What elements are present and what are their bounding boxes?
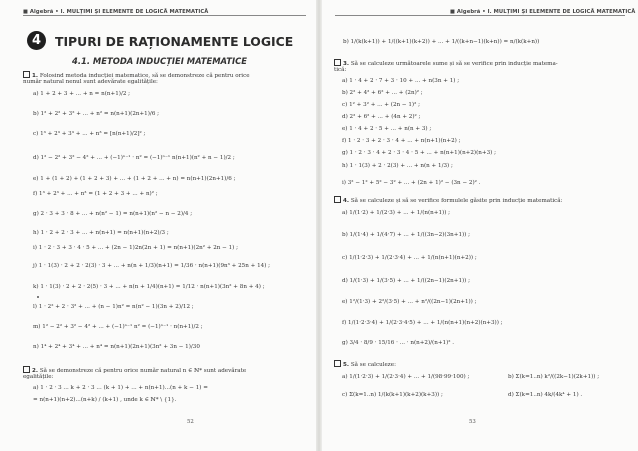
exercise-5-text: Să se calculeze: [350,362,396,368]
top-item-b: b) 1/(k(k+1)) + 1/((k+1)(k+2)) + ... + 1/((k+n−1)(k+n)) = n/(k(k+n)) [343,39,540,45]
exercise-1-item-g: g) 2 · 3 + 3 · 8 + ... + n(n² − 1) = n(n+1)(n² − n − 2)/4 ; [33,211,193,217]
exercise-1-item-d: d) 1² − 2² + 3² − 4² + ... + (−1)ⁿ⁻¹ · n² = (−1)ⁿ⁻¹ n(n+1)(n² + n − 1)/2 ; [33,155,235,161]
exercise-3-item-a: a) 1 · 4 + 2 · 7 + 3 · 10 + ... + n(3n + 1) ; [342,78,460,84]
exercise-1-item-h: h) 1 · 2 + 2 · 3 + ... + n(n+1) = n(n+1)(n+2)/3 ; [33,230,169,236]
left-page-number: 52 [187,419,194,425]
exercise-3-text-line2: tică: [334,67,347,73]
exercise-3-item-b: b) 2² + 4² + 6² + ... + (2n)² ; [342,90,423,96]
exercise-1-text-line2: număr natural nenul sunt adevărate egalitățile: [23,79,158,85]
exercise-1-item-a: a) 1 + 2 + 3 + ... + n = n(n+1)/2 ; [33,91,131,97]
checkbox-icon [334,196,341,203]
exercise-5-item-c: c) Σ(k=1..n) 1/(k(k+1)(k+2)(k+3)) ; [342,392,443,398]
left-page [0,0,318,451]
exercise-5-item-d: d) Σ(k=1..n) 4k/(4k⁴ + 1) . [508,392,583,398]
exercise-1-item-c: c) 1³ + 2³ + 3³ + ... + n³ = [n(n+1)/2]² ; [33,131,146,137]
left-header-rule [23,15,306,16]
exercise-4-item-e: e) 1²/(1·3) + 2²/(3·5) + ... + n²/((2n−1)(2n+1)) ; [342,299,477,305]
exercise-5-item-a: a) 1/(1·2·3) + 1/(2·3·4) + ... + 1/(98·99·100) ; [342,374,470,380]
exercise-3-item-h: h) 1 · 1(3) + 2 · 2(3) + ... + n(n + 1/3) ; [342,163,453,169]
exercise-4-item-c: c) 1/(1·2·3) + 1/(2·3·4) + ... + 1/(n(n+1)(n+2)) ; [342,255,477,261]
left-running-header: ■ Algebră • I. MULȚIMI ȘI ELEMENTE DE LOGICĂ MATEMATICĂ [23,9,209,15]
exercise-3-item-g: g) 1 · 2 · 3 · 4 + 2 · 3 · 4 · 5 + ... + n(n+1)(n+2)(n+3) ; [342,150,496,156]
book-gutter [316,0,322,451]
exercise-3-item-c: c) 1² + 3² + ... + (2n − 1)² ; [342,102,420,108]
right-running-header: ■ Algebră • I. MULȚIMI ȘI ELEMENTE DE LOGICĂ MATEMATICĂ [450,9,636,15]
exercise-4-item-g: g) 3/4 · 8/9 · 15/16 · ... · n(n+2)/(n+1)² . [342,340,455,346]
margin-dot [37,296,39,298]
exercise-1-item-j: j) 1 · 1(3) · 2 + 2 · 2(3) · 3 + ... + n(n + 1/3)(n+1) = 1/36 · n(n+1)(9n³ + 25n + 14) ; [33,263,271,269]
exercise-1-item-m: m) 1² − 2² + 3² − 4² + ... + (−1)ⁿ⁻¹ n² = (−1)ⁿ⁻¹ · n(n+1)/2 ; [33,324,203,330]
exercise-3-intro [334,59,558,68]
exercise-2-text-line2: egalitățile: [23,374,54,380]
exercise-1-item-b: b) 1² + 2² + 3² + ... + n² = n(n+1)(2n+1)/6 ; [33,111,160,117]
exercise-2-text-line1: Să se demonstreze că pentru orice număr natural n ∈ ℕ* sunt adevărate [39,368,247,374]
exercise-4-text: Să se calculeze și să se verifice formulele găsite prin inducție matematică: [350,198,563,204]
exercise-1-item-n: n) 1⁴ + 2⁴ + 3⁴ + ... + n⁴ = n(n+1)(2n+1)(3n² + 3n − 1)/30 [33,344,200,350]
right-page-number: 53 [469,419,476,425]
exercise-1-item-i: i) 1 · 2 · 3 + 3 · 4 · 5 + ... + (2n − 1)2n(2n + 1) = n(n+1)(2n² + 2n − 1) ; [33,245,239,251]
exercise-4-item-a: a) 1/(1·2) + 1/(2·3) + ... + 1/(n(n+1)) ; [342,210,451,216]
exercise-1-item-l: l) 1 · 2² + 2 · 3² + ... + (n − 1)n² = n(n² − 1)(3n + 2)/12 ; [33,304,194,310]
right-header-rule [335,15,625,16]
exercise-3-item-i: i) 3² − 1² + 5² − 3² + ... + (2n + 1)² − (3n − 2)² . [342,180,481,186]
exercise-5-number: 5. [343,362,350,368]
exercise-3-item-f: f) 1 · 2 · 3 + 2 · 3 · 4 + ... + n(n+1)(n+2) ; [342,138,461,144]
chapter-number-badge: 4 [27,31,46,50]
exercise-1-item-f: f) 1³ + 2³ + ... + n³ = (1 + 2 + 3 + ... + n)² ; [33,191,158,197]
exercise-1-item-k: k) 1 · 1(3) · 2 + 2 · 2(5) · 3 + ... + n(n + 1/4)(n+1) = 1/12 · n(n+1)(3n² + 8n + 4) ; [33,284,265,290]
exercise-2-number: 2. [32,368,39,374]
exercise-1-number: 1. [32,73,39,79]
exercise-4-item-f: f) 1/(1·2·3·4) + 1/(2·3·4·5) + ... + 1/(n(n+1)(n+2)(n+3)) ; [342,320,503,326]
exercise-5-intro [334,360,396,369]
exercise-4-number: 4. [343,198,350,204]
exercise-3-text-line1: Să se calculeze următoarele sume și să se verifice prin inducție matema- [350,61,558,67]
exercise-3-item-d: d) 2² + 6² + ... + (4n + 2)² ; [342,114,421,120]
exercise-3-number: 3. [343,61,350,67]
exercise-4-item-b: b) 1/(1·4) + 1/(4·7) + ... + 1/((3n−2)(3n+1)) ; [342,232,471,238]
section-title: 4.1. METODA INDUCȚIEI MATEMATICE [72,56,247,66]
exercise-5-item-b: b) Σ(k=1..n) k²/((2k−1)(2k+1)) ; [508,374,600,380]
checkbox-icon [334,59,341,66]
chapter-title: TIPURI DE RAȚIONAMENTE LOGICE [55,34,294,49]
exercise-1-text-line1: Folosind metoda inducției matematice, să se demonstreze că pentru orice [39,73,250,79]
exercise-2-item-a-result: = n(n+1)(n+2)...(n+k) / (k+1) , unde k ∈ ℕ* \ {1}. [33,397,177,403]
exercise-4-intro [334,196,563,205]
exercise-2-intro [23,366,246,375]
exercise-1-item-e: e) 1 + (1 + 2) + (1 + 2 + 3) + ... + (1 + 2 + ... + n) = n(n+1)(2n+1)/6 ; [33,176,236,182]
exercise-3-item-e: e) 1 · 4 + 2 · 5 + ... + n(n + 3) ; [342,126,432,132]
exercise-4-item-d: d) 1/(1·3) + 1/(3·5) + ... + 1/((2n−1)(2n+1)) ; [342,278,471,284]
checkbox-icon [23,366,30,373]
checkbox-icon [334,360,341,367]
checkbox-icon [23,71,30,78]
exercise-2-item-a: a) 1 · 2 · 3 ... k + 2 · 3 ... (k + 1) + ... + n(n+1)...(n + k − 1) = [33,385,208,391]
